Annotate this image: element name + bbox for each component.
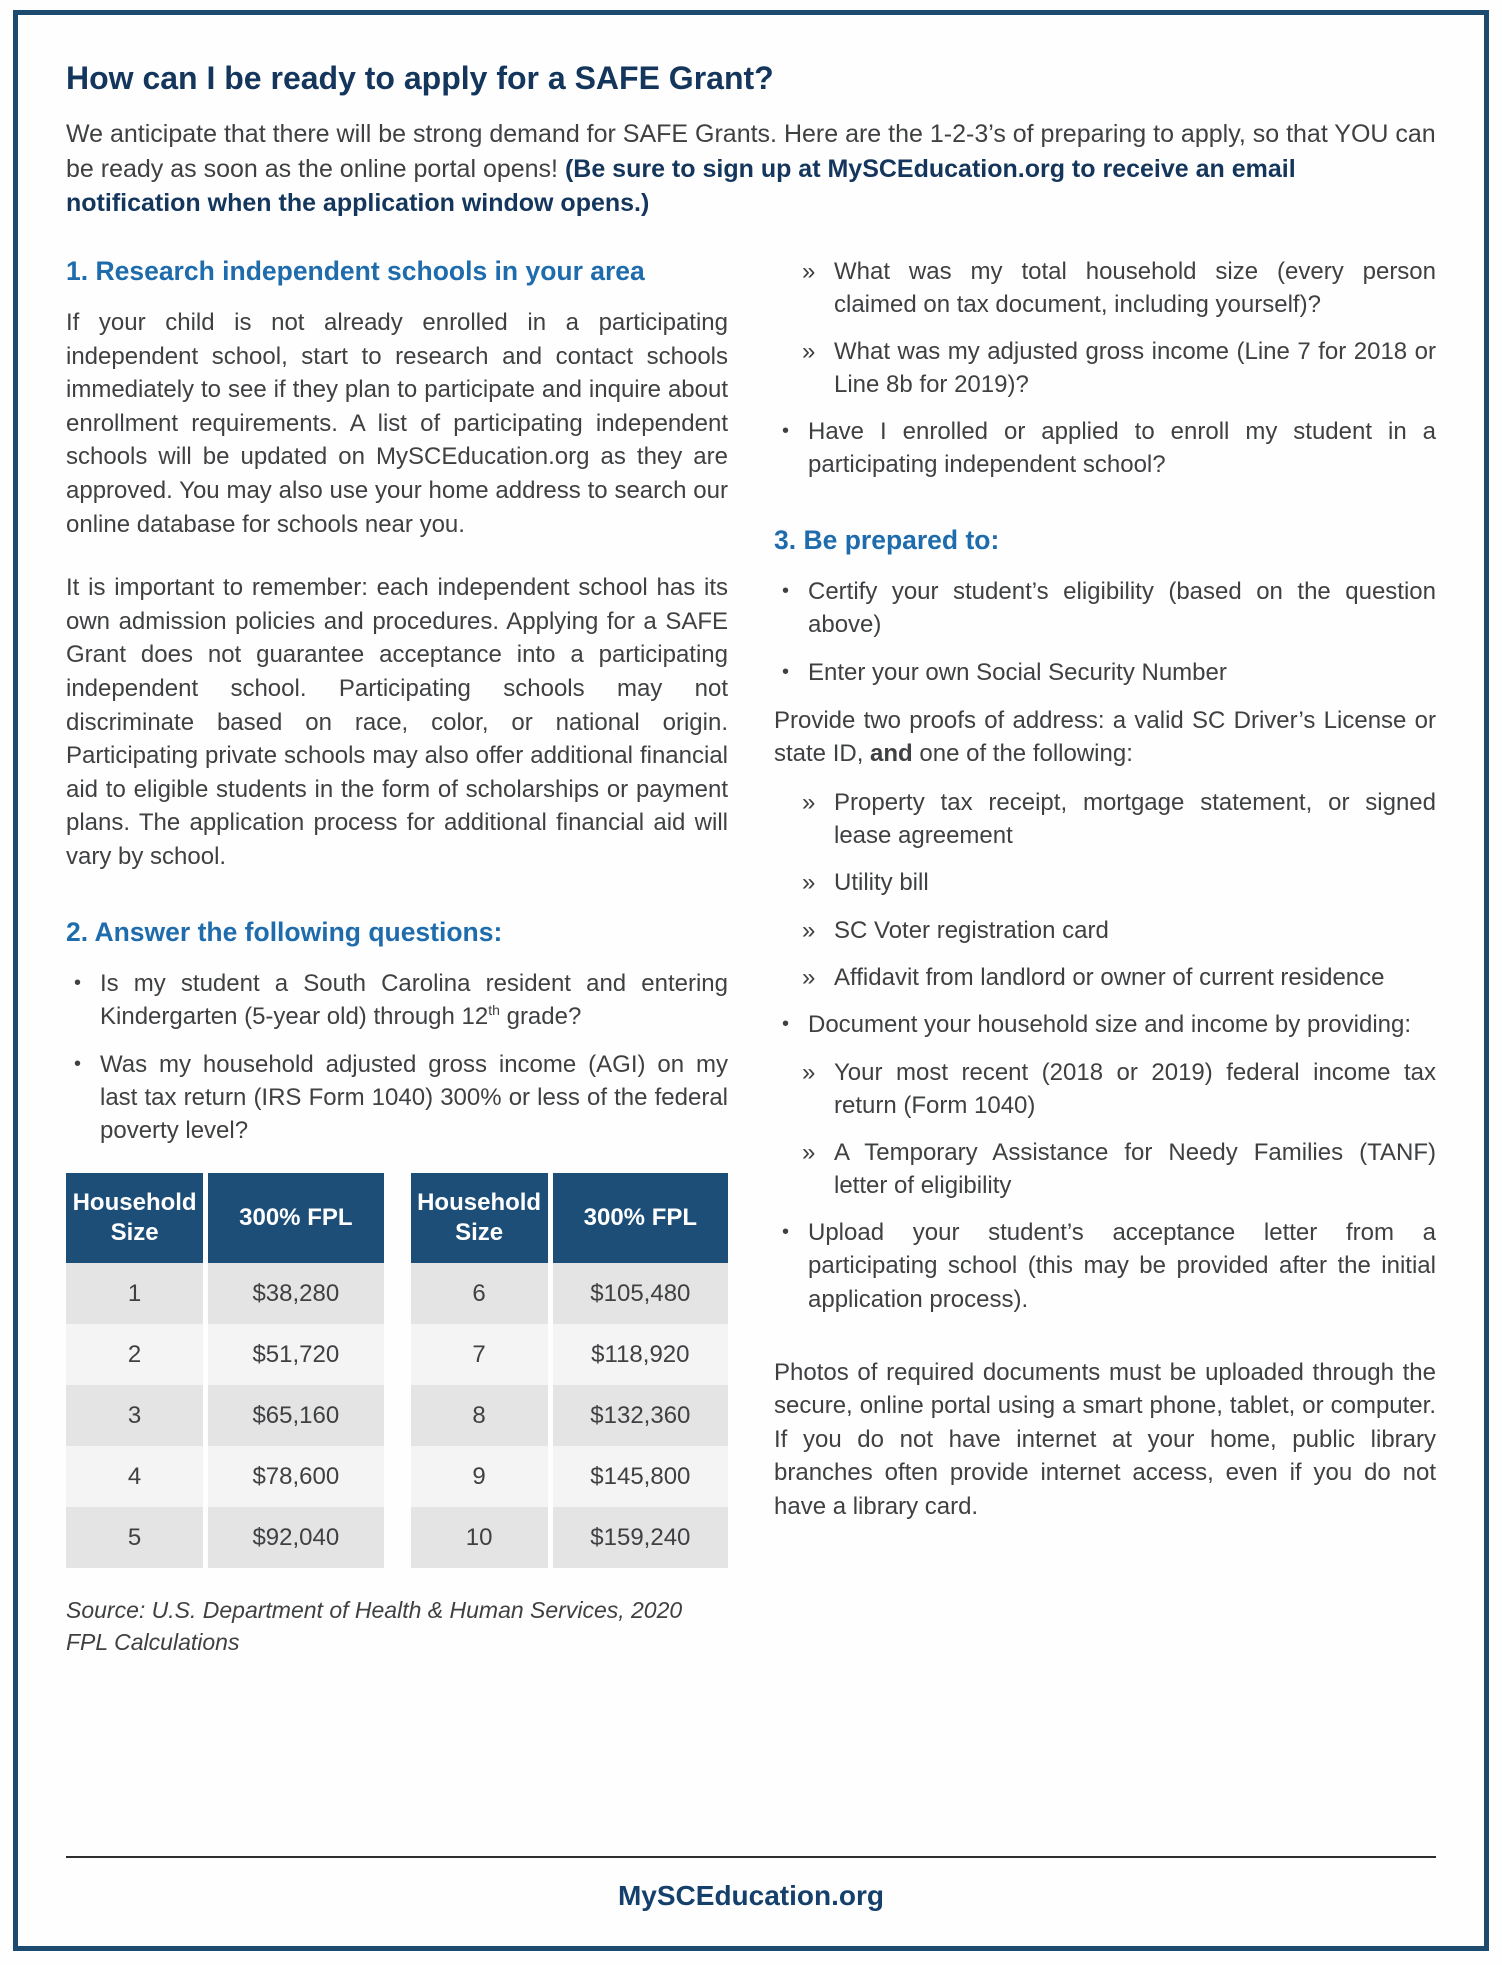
prepared-item [774,656,1436,689]
question-item [66,967,728,1033]
fpl-header-row [66,1173,384,1263]
fpl-row [411,1446,729,1507]
bullet-marker: • [782,1012,790,1035]
fpl-row [66,1385,384,1446]
fpl-value-cell: $118,920 [550,1324,728,1385]
fpl-value-cell: $145,800 [550,1446,728,1507]
page-border-frame [13,10,1489,1951]
sub-bullet-marker: » [802,1139,816,1167]
proof-text-post: one of the following: [912,740,1133,768]
footer-brand: MySCEducation.org [617,1880,884,1911]
sub-bullet-marker: » [802,963,816,991]
document-item-text: Your most recent (2018 or 2019) federal income tax return (Form 1040) [834,1058,1436,1119]
question-item [774,415,1436,481]
sub-question-text: What was my total household size (every person claimed on tax document, including yourself)? [834,257,1436,318]
prepared-item-text: Certify your student’s eligibility (based on the question above) [808,577,1436,638]
bullet-marker: • [74,1052,82,1075]
section-1-heading: 1. Research independent schools in your area [66,255,645,286]
fpl-value-cell: $159,240 [550,1507,728,1568]
page-title: How can I be ready to apply for a SAFE Grant? [66,60,774,96]
document-item-text: A Temporary Assistance for Needy Families (TANF) letter of eligibility [834,1139,1436,1200]
proof-item-text: Affidavit from landlord or owner of current residence [834,963,1385,991]
household-size-cell: 7 [411,1324,551,1385]
fpl-value-cell: $92,040 [206,1507,384,1568]
prepared-item [774,575,1436,641]
bullet-marker: • [782,1221,790,1244]
household-size-cell: 8 [411,1385,551,1446]
intro-text: We anticipate that there will be strong demand for SAFE Grants. Here are the 1-2-3’s of preparing to apply, so that YOU can be ready as soon as the online portal opens! [66,120,1436,183]
fpl-table-right [411,1173,729,1568]
right-column [774,255,1436,1659]
proof-item [774,786,1436,852]
fpl-value-cell: $51,720 [206,1324,384,1385]
left-column [66,255,728,1659]
bullet-marker: • [782,420,790,443]
question-item [66,1048,728,1147]
fpl-row [411,1507,729,1568]
proof-item-text: SC Voter registration card [834,916,1109,944]
page-footer [66,1856,1436,1912]
fpl-value-cell: $132,360 [550,1385,728,1446]
two-column-layout [66,255,1436,1659]
household-size-cell: 1 [66,1263,206,1324]
question-text-pre: Is my student a South Carolina resident and entering Kindergarten (5-year old) through 12 [100,969,728,1030]
proof-item [774,914,1436,947]
household-size-cell: 4 [66,1446,206,1507]
fpl-value-cell: $65,160 [206,1385,384,1446]
sub-question-item [774,255,1436,321]
prepared-item-text: Enter your own Social Security Number [808,658,1227,686]
fpl-value-cell: $38,280 [206,1263,384,1324]
ordinal-superscript: th [488,1001,500,1018]
bullet-marker: • [74,971,82,994]
question-text-post: grade? [499,1002,582,1030]
prepared-item-text: Upload your student’s acceptance letter from a participating school (this may be provided after the initial application process). [808,1219,1436,1313]
household-size-cell: 5 [66,1507,206,1568]
question-text: Was my household adjusted gross income (AGI) on my last tax return (IRS Form 1040) 300% or less of the federal poverty level? [100,1050,728,1145]
sub-bullet-marker: » [802,257,816,285]
sub-bullet-marker: » [802,338,816,366]
fpl-value-cell: $105,480 [550,1263,728,1324]
footer-divider [66,1856,1436,1858]
fpl-row [66,1507,384,1568]
fpl-value-cell: $78,600 [206,1446,384,1507]
section-2-heading: 2. Answer the following questions: [66,916,503,947]
household-size-header: Household Size [411,1173,551,1263]
proof-item-text: Utility bill [834,869,929,897]
section-1-paragraph-1: If your child is not already enrolled in a participating independent school, start to research and contact schools immediately to see if they plan to participate and inquire about enrollment requirements. A list of participating independent schools will be updated on MySCEducation.org as they are approved. You may also use your home address to search our online database for schools near you. [66,309,728,538]
fpl-tables [66,1173,728,1568]
closing-paragraph: Photos of required documents must be uploaded through the secure, online portal using a smart phone, tablet, or computer. If you do not have internet at your home, public library branches often provide internet access, even if you do not have a library card. [774,1358,1436,1521]
section-1-paragraph-2: It is important to remember: each independent school has its own admission policies and procedures. Applying for a SAFE Grant does not guarantee acceptance into a participating independent school. Participating schools may not discriminate based on race, color, or national origin. Participating private schools may also offer additional financial aid to eligible students in the form of scholarships or payment plans. The application process for additional financial aid will vary by school. [66,574,728,870]
fpl-row [66,1263,384,1324]
household-size-cell: 6 [411,1263,551,1324]
document-item [774,1056,1436,1122]
proof-item-text: Property tax receipt, mortgage statement, or signed lease agreement [834,789,1436,850]
sub-bullet-marker: » [802,1058,816,1086]
question-text [100,967,728,1033]
sub-question-item [774,335,1436,401]
document-item [774,1136,1436,1202]
fpl-table-left [66,1173,384,1568]
question-text: Have I enrolled or applied to enroll my student in a participating independent school? [808,418,1436,479]
fpl-row [411,1324,729,1385]
household-size-header: Household Size [66,1173,206,1263]
prepared-item [774,1216,1436,1315]
section-3-heading: 3. Be prepared to: [774,524,1000,555]
fpl-row [66,1324,384,1385]
sub-question-text: What was my adjusted gross income (Line 7 for 2018 or Line 8b for 2019)? [834,338,1436,399]
fpl-row [66,1446,384,1507]
proof-item [774,961,1436,994]
source-note: Source: U.S. Department of Health & Human Services, 2020 FPL Calculations [66,1597,683,1656]
household-size-cell: 2 [66,1324,206,1385]
household-size-cell: 3 [66,1385,206,1446]
prepared-item-text: Document your household size and income by providing: [808,1010,1412,1038]
fpl-row [411,1385,729,1446]
fpl-300-header: 300% FPL [550,1173,728,1263]
intro-bold-text: (Be sure to sign up at MySCEducation.org to receive an email notification when the application window opens.) [66,154,1296,218]
household-size-cell: 9 [411,1446,551,1507]
sub-bullet-marker: » [802,916,816,944]
sub-bullet-marker: » [802,869,816,897]
fpl-300-header: 300% FPL [206,1173,384,1263]
intro-paragraph [66,117,1436,221]
proof-text-pre: Provide two proofs of address: a valid SC Driver’s License or state ID, [774,707,1436,768]
bullet-marker: • [782,579,790,602]
household-size-cell: 10 [411,1507,551,1568]
bullet-marker: • [782,660,790,683]
proof-text-and: and [870,740,913,768]
fpl-header-row [411,1173,729,1263]
proof-of-address-paragraph [774,704,1436,770]
sub-bullet-marker: » [802,789,816,817]
prepared-item [774,1008,1436,1041]
fpl-row [411,1263,729,1324]
proof-item [774,866,1436,899]
